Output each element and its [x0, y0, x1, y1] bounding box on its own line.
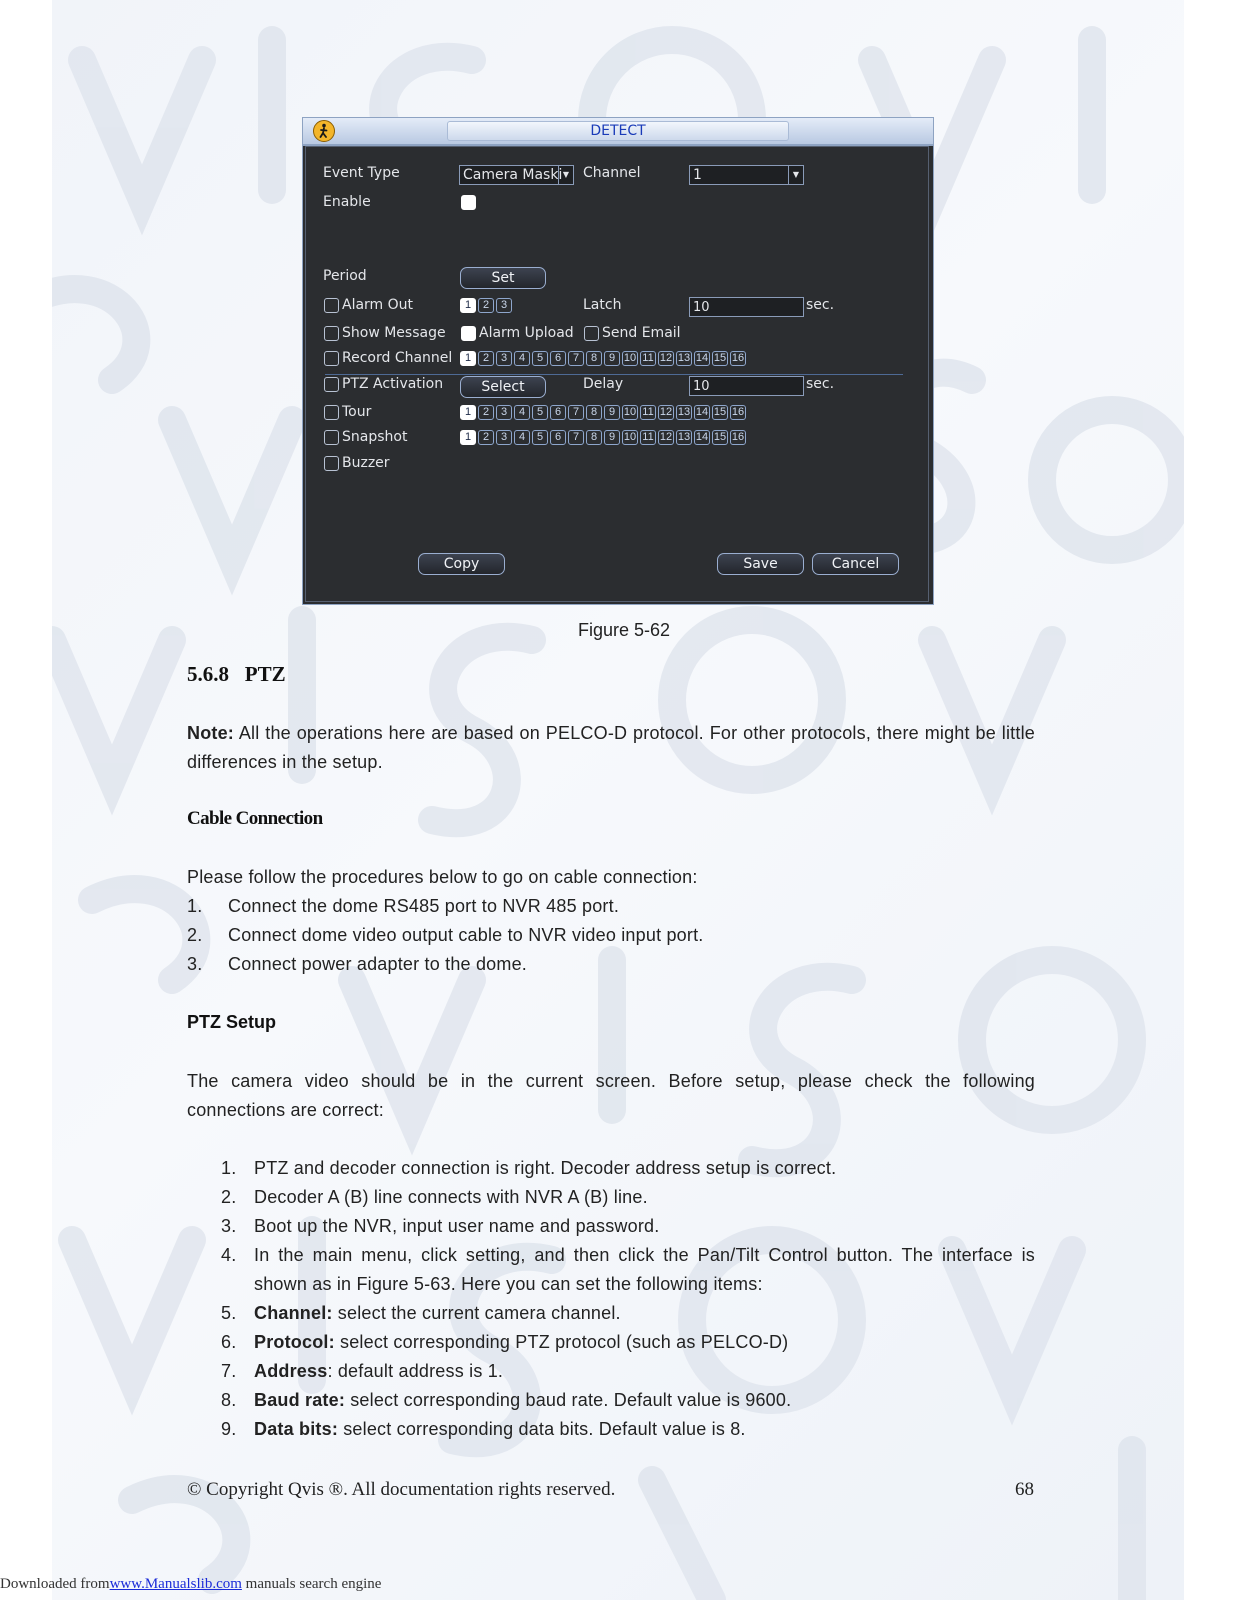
record-channel-11[interactable]: 11 — [640, 351, 656, 366]
snapshot-9[interactable]: 9 — [604, 430, 620, 445]
alarm-upload-checkbox[interactable] — [461, 326, 476, 341]
tour-9[interactable]: 9 — [604, 405, 620, 420]
event-type-value: Camera Maski — [463, 167, 563, 183]
cable-intro: Please follow the procedures below to go on cable connection: — [187, 867, 698, 887]
enable-label: Enable — [323, 194, 371, 210]
snapshot-6[interactable]: 6 — [550, 430, 566, 445]
buzzer-checkbox[interactable] — [324, 456, 339, 471]
delay-label: Delay — [583, 376, 624, 392]
term: Address — [254, 1361, 328, 1381]
section-number: 5.6.8 — [187, 662, 229, 686]
snapshot-1[interactable]: 1 — [460, 430, 476, 445]
snapshot-12[interactable]: 12 — [659, 431, 673, 443]
snapshot-label: Snapshot — [342, 429, 408, 445]
tour-13[interactable]: 13 — [677, 406, 691, 418]
ptz-activation-checkbox[interactable] — [324, 377, 339, 392]
snapshot-3[interactable]: 3 — [496, 430, 512, 445]
footer-copyright: © Copyright Qvis ®. All documentation rights reserved. — [187, 1479, 616, 1500]
send-email-checkbox[interactable] — [584, 326, 599, 341]
term: Protocol: — [254, 1332, 335, 1352]
save-button[interactable]: Save — [717, 553, 804, 575]
record-channel-13[interactable]: 13 — [677, 352, 691, 364]
period-set-button[interactable]: Set — [460, 267, 546, 289]
figure-caption: Figure 5-62 — [578, 620, 671, 640]
send-email-label: Send Email — [602, 325, 681, 341]
record-channel-14[interactable]: 14 — [695, 352, 709, 364]
tour-11[interactable]: 11 — [640, 405, 656, 420]
snapshot-13[interactable]: 13 — [677, 431, 691, 443]
tour-numbers — [460, 405, 746, 420]
record-channel-12[interactable]: 12 — [659, 352, 673, 364]
channel-value: 1 — [693, 167, 702, 183]
delay-unit: sec. — [806, 376, 835, 392]
term: Data bits: — [254, 1419, 339, 1439]
latch-label: Latch — [583, 297, 622, 313]
cancel-button[interactable]: Cancel — [812, 553, 899, 575]
tour-12[interactable]: 12 — [659, 406, 673, 418]
delay-input[interactable] — [689, 376, 804, 396]
alarm-out-2[interactable]: 2 — [478, 298, 494, 313]
record-channel-1[interactable]: 1 — [460, 351, 476, 366]
chevron-down-icon: ▼ — [558, 166, 573, 184]
tour-16[interactable]: 16 — [731, 406, 745, 418]
snapshot-8[interactable]: 8 — [586, 430, 602, 445]
tour-3[interactable]: 3 — [496, 405, 512, 420]
detect-dialog — [302, 117, 934, 605]
alarm-out-checkbox[interactable] — [324, 298, 339, 313]
section-title: PTZ — [244, 662, 286, 686]
snapshot-5[interactable]: 5 — [532, 430, 548, 445]
latch-unit: sec. — [806, 297, 835, 313]
record-channel-label: Record Channel — [342, 350, 453, 366]
download-prefix: Downloaded from — [0, 1576, 110, 1592]
ptz-setup-intro: The camera video should be in the current screen. Before setup, please check the following connections are correct: — [187, 1071, 1035, 1120]
delay-value: 10 — [693, 379, 710, 394]
channel-label: Channel — [583, 165, 641, 181]
ptz-activation-label: PTZ Activation — [342, 376, 444, 392]
chevron-down-icon: ▼ — [788, 166, 803, 184]
tour-1[interactable]: 1 — [460, 405, 476, 420]
latch-value: 10 — [693, 300, 710, 315]
record-channel-10[interactable]: 10 — [623, 352, 637, 364]
snapshot-15[interactable]: 15 — [713, 431, 727, 443]
event-type-label: Event Type — [323, 165, 400, 181]
show-message-checkbox[interactable] — [324, 326, 339, 341]
snapshot-2[interactable]: 2 — [478, 430, 494, 445]
tour-5[interactable]: 5 — [532, 405, 548, 420]
term: Baud rate: — [254, 1390, 346, 1410]
note-paragraph — [187, 719, 1035, 777]
record-channel-numbers — [460, 351, 746, 366]
record-channel-9[interactable]: 9 — [604, 351, 620, 366]
record-channel-8[interactable]: 8 — [586, 351, 602, 366]
tour-4[interactable]: 4 — [514, 405, 530, 420]
record-channel-16[interactable]: 16 — [731, 352, 745, 364]
ptz-setup-heading: PTZ Setup — [187, 1012, 276, 1032]
snapshot-numbers — [460, 430, 746, 445]
snapshot-16[interactable]: 16 — [731, 431, 745, 443]
tour-10[interactable]: 10 — [623, 406, 637, 418]
tour-7[interactable]: 7 — [568, 405, 584, 420]
channel-select[interactable] — [689, 165, 804, 185]
tour-6[interactable]: 6 — [550, 405, 566, 420]
alarm-upload-label: Alarm Upload — [479, 325, 574, 341]
record-channel-6[interactable]: 6 — [550, 351, 566, 366]
cable-heading: Cable Connection — [187, 808, 323, 829]
record-channel-4[interactable]: 4 — [514, 351, 530, 366]
section-heading — [187, 662, 286, 687]
event-type-select[interactable] — [459, 165, 574, 185]
dialog-titlebar — [303, 118, 933, 146]
alarm-out-label: Alarm Out — [342, 297, 414, 313]
note-text: All the operations here are based on PELCO-D protocol. For other protocols, there might be little differences in the setup. — [187, 723, 1035, 772]
tour-14[interactable]: 14 — [695, 406, 709, 418]
note-label: Note: — [187, 723, 234, 743]
tour-checkbox[interactable] — [324, 405, 339, 420]
alarm-out-numbers — [460, 298, 512, 313]
record-channel-3[interactable]: 3 — [496, 351, 512, 366]
snapshot-7[interactable]: 7 — [568, 430, 584, 445]
ptz-select-button[interactable]: Select — [460, 376, 546, 398]
snapshot-checkbox[interactable] — [324, 430, 339, 445]
record-channel-15[interactable]: 15 — [713, 352, 727, 364]
tour-15[interactable]: 15 — [713, 406, 727, 418]
divider — [325, 374, 903, 375]
tour-8[interactable]: 8 — [586, 405, 602, 420]
copy-button[interactable]: Copy — [418, 553, 505, 575]
record-channel-checkbox[interactable] — [324, 351, 339, 366]
footer-page-number: 68 — [1015, 1479, 1034, 1500]
record-channel-2[interactable]: 2 — [478, 351, 494, 366]
enable-checkbox[interactable] — [461, 195, 476, 210]
term: Channel: — [254, 1303, 333, 1323]
tour-label: Tour — [342, 404, 372, 420]
record-channel-5[interactable]: 5 — [532, 351, 548, 366]
snapshot-11[interactable]: 11 — [640, 430, 656, 445]
detect-person-icon — [313, 120, 335, 142]
download-suffix: manuals search engine — [241, 1576, 382, 1592]
dialog-title: DETECT — [447, 121, 789, 141]
latch-input[interactable] — [689, 297, 804, 317]
download-banner — [0, 1576, 381, 1593]
buzzer-label: Buzzer — [342, 455, 390, 471]
record-channel-7[interactable]: 7 — [568, 351, 584, 366]
show-message-label: Show Message — [342, 325, 446, 341]
tour-2[interactable]: 2 — [478, 405, 494, 420]
manualslib-link[interactable]: www.Manualslib.com — [109, 1576, 242, 1592]
snapshot-4[interactable]: 4 — [514, 430, 530, 445]
snapshot-10[interactable]: 10 — [623, 431, 637, 443]
alarm-out-1[interactable]: 1 — [460, 298, 476, 313]
alarm-out-3[interactable]: 3 — [496, 298, 512, 313]
snapshot-14[interactable]: 14 — [695, 431, 709, 443]
period-label: Period — [323, 268, 367, 284]
